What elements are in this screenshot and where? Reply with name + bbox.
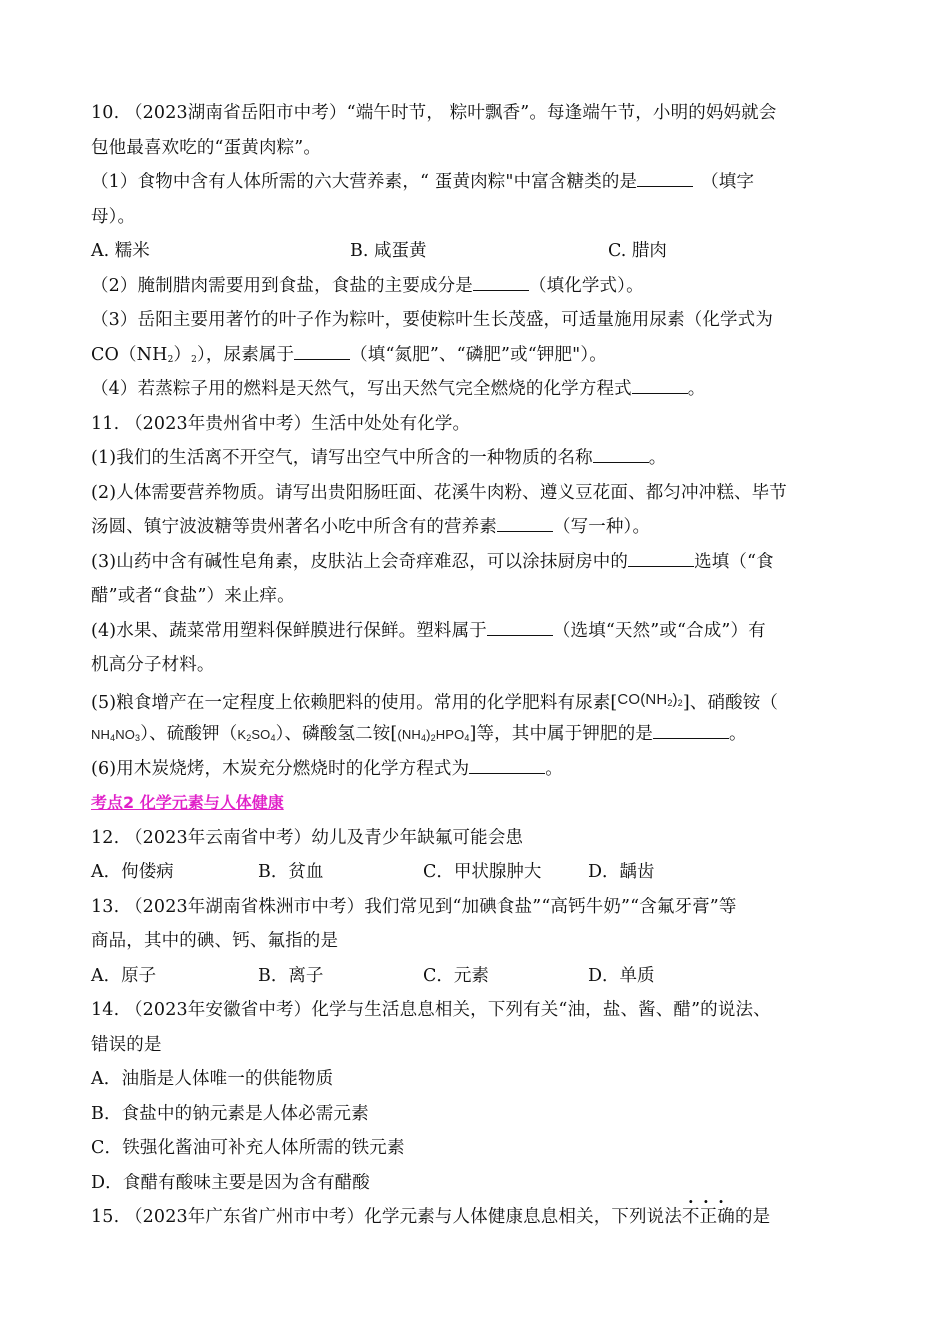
formula-sub: 2 (677, 697, 683, 708)
q11-part3-cont: 醋”或者“食盐”）来止痒。 (91, 586, 295, 606)
answer-blank[interactable] (469, 753, 545, 774)
emphasis-dotted-text: · · · 不正确 (682, 1200, 735, 1235)
formula-sub: 4 (110, 733, 116, 743)
formula-text: ) (672, 690, 678, 708)
q14-stem-line1: 14. （2023年安徽省中考）化学与生活息息相关，下列有关“油，盐、酱、醋”的说法、 (91, 1000, 771, 1020)
q10-part1-text2: （填字 (701, 172, 755, 192)
formula-text: (NH (397, 727, 421, 742)
document-page (91, 96, 861, 1235)
option-a[interactable]: A．原子 (91, 965, 157, 986)
q11-part5-cont (91, 717, 861, 752)
q10-part2-text2: （填化学式）。 (528, 275, 644, 296)
q11-part2-text: 汤圆、镇宁波波糖等贵州著名小吃中所含有的营养素 (91, 517, 497, 537)
q11-part2-cont (91, 510, 861, 545)
q11-part5-text4: ）、磷酸氢二铵[ (275, 724, 398, 744)
q10-part1-text: （1）食物中含有人体所需的六大营养素，“ 蛋黄肉粽"中富含糖类的是 (91, 172, 638, 192)
formula-text: CO(NH (617, 690, 668, 708)
q12-options (91, 855, 861, 890)
option-d[interactable]: D．单质 (588, 965, 655, 986)
option-c[interactable]: C．铁强化酱油可补充人体所需的铁元素 (91, 1138, 405, 1158)
section-heading: 考点2 化学元素与人体健康 (91, 793, 284, 812)
option-a[interactable]: A．油脂是人体唯一的供能物质 (91, 1069, 334, 1089)
q15-stem-text: 15. （2023年广东省广州市中考）化学元素与人体健康息息相关，下列说法 (91, 1207, 682, 1227)
option-c[interactable]: C. 腊肉 (608, 241, 667, 261)
q10-stem-line1: 10. （2023湖南省岳阳市中考）“端午时节， 粽叶飘香”。每逢端午节，小明的妈妈就会 (91, 103, 777, 123)
formula-text: CO（NH (91, 344, 168, 365)
q13-stem-line2: 商品，其中的碘、钙、氟指的是 (91, 931, 339, 951)
q11-part2-text2: （写一种）。 (552, 517, 651, 537)
q15-stem (91, 1200, 861, 1235)
q13-options (91, 959, 861, 994)
q11-stem: 11. （2023年贵州省中考）生活中处处有化学。 (91, 413, 471, 434)
q10-part3-text: ），尿素属于 (197, 344, 295, 365)
answer-blank[interactable] (632, 373, 688, 394)
option-d[interactable]: D．食醋有酸味主要是因为含有醋酸 (91, 1172, 370, 1193)
q11-part1 (91, 441, 861, 476)
q11-part5-text3: ）、硫酸钾（ (140, 724, 238, 744)
q11-part4-cont: 机高分子材料。 (91, 655, 215, 675)
formula-urea (617, 691, 682, 708)
q10-part4 (91, 372, 861, 407)
formula-sub: 3 (135, 733, 141, 743)
q11-part6-text: (6)用木炭烧烤，木炭充分燃烧时的化学方程式为 (91, 758, 470, 779)
q11-part6 (91, 752, 861, 787)
q11-part5-text: (5)粮食增产在一定程度上依赖肥料的使用。常用的化学肥料有尿素[ (91, 692, 618, 713)
answer-blank[interactable] (487, 615, 553, 636)
formula-text: ） (173, 344, 192, 365)
q10-stem-line2: 包他最喜欢吃的“蛋黄肉粽”。 (91, 137, 321, 158)
q10-part3-text2: （填“氮肥”、“磷肥”或“钾肥"）。 (350, 344, 607, 365)
q10-part4-text: （4）若蒸粽子用的燃料是天然气，写出天然气完全燃烧的化学方程式 (91, 379, 632, 399)
option-c[interactable]: C．元素 (423, 965, 489, 986)
q11-part1-text: (1)我们的生活离不开空气，请写出空气中所含的一种物质的名称 (91, 448, 593, 468)
formula-sub: 4 (464, 733, 470, 743)
formula-sub: 2 (667, 697, 673, 708)
q10-part3-cont (91, 338, 861, 373)
formula-sub: 4 (270, 733, 276, 743)
q10-options (91, 234, 861, 269)
q12-stem: 12. （2023年云南省中考）幼儿及青少年缺氟可能会患 (91, 827, 524, 848)
answer-blank[interactable] (497, 511, 553, 532)
q11-part3-text2: 选填（“食 (694, 551, 774, 572)
formula-sub: 2 (430, 733, 436, 743)
answer-blank[interactable] (637, 166, 693, 187)
q11-part5-text5: ]等，其中属于钾肥的是 (469, 724, 653, 744)
formula-urea (91, 345, 197, 365)
formula-sub: 2 (246, 733, 252, 743)
q10-part2-text: （2）腌制腊肉需要用到食盐，食盐的主要成分是 (91, 275, 473, 296)
formula-potassium-sulfate (237, 727, 275, 742)
answer-blank[interactable] (593, 442, 649, 463)
formula-text: NH (91, 727, 111, 742)
q11-part2: (2)人体需要营养物质。请写出贵阳肠旺面、花溪牛肉粉、遵义豆花面、都匀冲冲糕、毕节 (91, 482, 787, 503)
option-a[interactable]: A. 糯米 (91, 241, 150, 261)
option-b[interactable]: B．食盐中的钠元素是人体必需元素 (91, 1103, 369, 1124)
formula-text: ) (426, 727, 431, 742)
option-d[interactable]: D．龋齿 (588, 862, 655, 882)
q11-part3-text: (3)山药中含有碱性皂角素，皮肤沾上会奇痒难忍，可以涂抹厨房中的 (91, 551, 629, 572)
q11-part4 (91, 614, 861, 649)
q11-part1-text2: 。 (648, 448, 667, 468)
q11-part4-text2: （选填“天然”或“合成”）有 (552, 620, 766, 641)
q11-part4-text: (4)水果、蔬菜常用塑料保鲜膜进行保鲜。塑料属于 (91, 620, 487, 641)
q11-part5-text2: ]、硝酸铵（ (682, 692, 779, 713)
q10-part1-cont: 母）。 (91, 206, 136, 227)
option-b[interactable]: B. 咸蛋黄 (350, 241, 427, 261)
formula-ammonium-nitrate (91, 727, 140, 742)
formula-text: K (237, 727, 247, 742)
formula-text: NO (115, 727, 136, 742)
formula-text: HPO (435, 727, 465, 742)
option-c[interactable]: C．甲状腺肿大 (423, 862, 542, 882)
q14-stem-line2: 错误的是 (91, 1034, 162, 1055)
formula-sub: 4 (420, 733, 427, 743)
q10-part1 (91, 165, 861, 200)
q10-part4-text2: 。 (687, 379, 706, 399)
option-b[interactable]: B．离子 (258, 965, 324, 986)
answer-blank[interactable] (653, 718, 729, 739)
q11-part6-text2: 。 (545, 758, 563, 779)
q15-stem-text2: 的是 (734, 1207, 771, 1227)
q10-part3: （3）岳阳主要用著竹的叶子作为粽叶，要使粽叶生长茂盛，可适量施用尿素（化学式为 (91, 310, 773, 330)
option-b[interactable]: B．贫血 (258, 862, 324, 882)
formula-text: SO (251, 727, 271, 742)
q11-part5-text6: 。 (729, 724, 747, 744)
formula-diammonium-phosphate (397, 727, 469, 742)
formula-sub: 2 (191, 354, 197, 365)
option-a[interactable]: A．佝偻病 (91, 862, 174, 882)
q11-part5 (91, 683, 861, 718)
q11-part3 (91, 545, 861, 580)
answer-blank[interactable] (628, 546, 694, 567)
answer-blank[interactable] (473, 270, 529, 291)
formula-sub: 2 (167, 354, 174, 365)
q13-stem-line1: 13. （2023年湖南省株洲市中考）我们常见到“加碘食盐”“高钙牛奶”“含氟牙膏”等 (91, 896, 737, 917)
answer-blank[interactable] (294, 339, 350, 360)
q10-part2 (91, 269, 861, 304)
